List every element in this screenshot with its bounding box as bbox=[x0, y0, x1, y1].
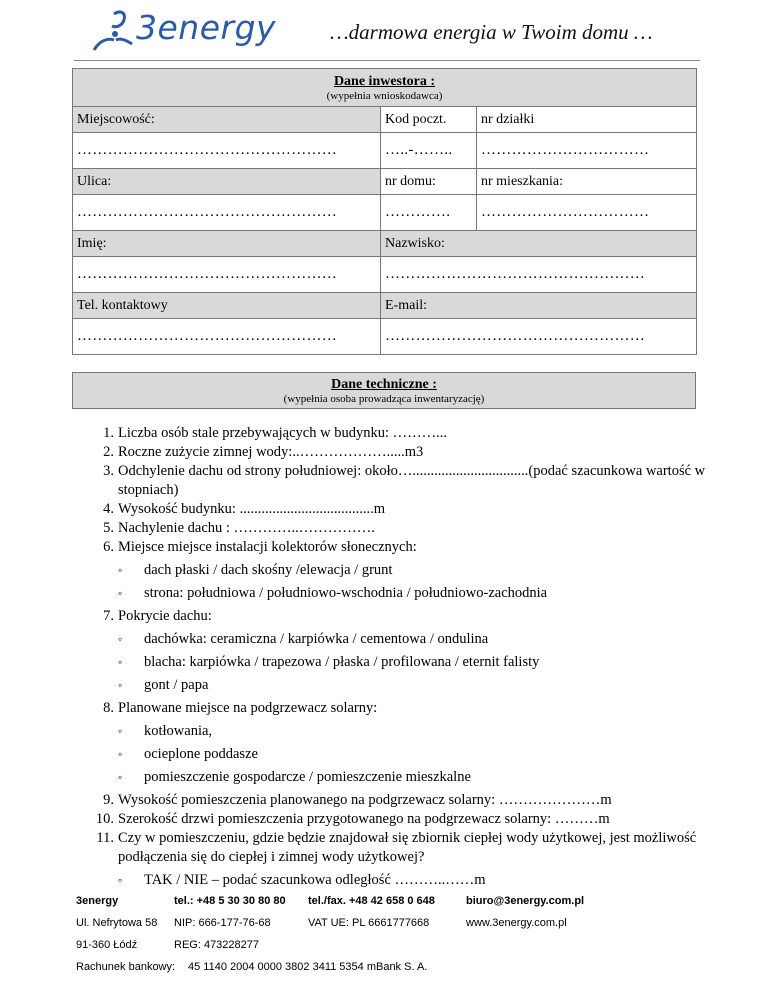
house-label: nr domu: bbox=[381, 169, 477, 195]
footer-email[interactable]: biuro@3energy.com.pl bbox=[466, 895, 585, 907]
sub-item: ◦ pomieszczenie gospodarcze / pomieszczenie mieszkalne bbox=[118, 769, 471, 785]
list-item: 2. Roczne zużycie zimnej wody:..……………….....m3 bbox=[103, 444, 424, 460]
apartment-field[interactable]: …………………………… bbox=[477, 195, 697, 231]
first-name-field[interactable]: …………………………………………… bbox=[73, 257, 381, 293]
footer-vat: VAT UE: PL 6661777668 bbox=[308, 917, 430, 929]
email-field[interactable]: …………………………………………… bbox=[381, 319, 697, 355]
technical-table bbox=[72, 372, 696, 409]
sub-item: ◦ gont / papa bbox=[118, 677, 209, 693]
sub-item: ◦ strona: południowa / południowo-wschodnia / południowo-zachodnia bbox=[118, 585, 548, 601]
plot-field[interactable]: …………………………… bbox=[477, 133, 697, 169]
bullet-icon: ◦ bbox=[118, 873, 123, 887]
list-item: 9. Wysokość pomieszczenia planowanego na podgrzewacz solarny: …………………m bbox=[103, 792, 612, 808]
city-label: Miejscowość: bbox=[73, 107, 381, 133]
footer-tel: tel.: +48 5 30 30 80 80 bbox=[174, 895, 286, 907]
bullet-icon: ◦ bbox=[118, 563, 123, 577]
last-name-field[interactable]: …………………………………………… bbox=[381, 257, 697, 293]
street-field[interactable]: …………………………………………… bbox=[73, 195, 381, 231]
list-item: 1. Liczba osób stale przebywających w budynku: ………... bbox=[103, 425, 447, 441]
bullet-icon: ◦ bbox=[118, 747, 123, 761]
postal-label: Kod poczt. bbox=[381, 107, 477, 133]
bullet-icon: ◦ bbox=[118, 655, 123, 669]
list-item: 3. Odchylenie dachu od strony południowej: około…................................(podać szacunkowa wartość w stopniach) bbox=[103, 463, 706, 498]
footer-city: 91-360 Łódź bbox=[76, 939, 138, 951]
apartment-label: nr mieszkania: bbox=[477, 169, 697, 195]
investor-table bbox=[72, 68, 697, 355]
technical-header bbox=[73, 373, 696, 409]
tagline: …darmowa energia w Twoim domu … bbox=[330, 20, 653, 44]
list-item: 10. Szerokość drzwi pomieszczenia przygotowanego na podgrzewacz solarny: ………m bbox=[95, 811, 610, 827]
list-item: 11. Czy w pomieszczeniu, gdzie będzie znajdował się zbiornik ciepłej wody użytkowej, jest możliwość podłączenia się do ciepłej i zimnej wody użytkowej? bbox=[96, 830, 697, 865]
footer-nip: NIP: 666-177-76-68 bbox=[174, 917, 271, 929]
plot-label: nr działki bbox=[477, 107, 697, 133]
investor-header bbox=[73, 69, 697, 107]
footer-fax: tel./fax. +48 42 658 0 648 bbox=[308, 895, 435, 907]
bullet-icon: ◦ bbox=[118, 586, 123, 600]
sub-item: ◦ ocieplone poddasze bbox=[118, 746, 258, 762]
footer-regon: REG: 473228277 bbox=[174, 939, 260, 951]
footer-company: 3energy bbox=[76, 895, 119, 907]
footer-street: Ul. Nefrytowa 58 bbox=[76, 917, 158, 929]
sub-item: ◦ TAK / NIE – podać szacunkowa odległość ………..……m bbox=[118, 872, 486, 888]
postal-field[interactable]: …..-…….. bbox=[381, 133, 477, 169]
last-name-label: Nazwisko: bbox=[381, 231, 697, 257]
footer-www[interactable]: www.3energy.com.pl bbox=[466, 917, 567, 929]
technical-title: Dane techniczne : bbox=[331, 376, 437, 392]
footer-bank-label: Rachunek bankowy: bbox=[76, 961, 176, 973]
investor-subtitle: (wypełnia wnioskodawca) bbox=[326, 89, 443, 102]
list-item: 8. Planowane miejsce na podgrzewacz solarny: bbox=[103, 700, 378, 716]
sub-item: ◦ blacha: karpiówka / trapezowa / płaska / profilowana / eternit falisty bbox=[118, 654, 540, 670]
technical-subtitle: (wypełnia osoba prowadząca inwentaryzację) bbox=[283, 392, 485, 405]
investor-title: Dane inwestora : bbox=[333, 73, 436, 89]
bullet-icon: ◦ bbox=[118, 678, 123, 692]
footer bbox=[76, 895, 706, 983]
list-item: 6. Miejsce miejsce instalacji kolektorów słonecznych: bbox=[103, 539, 417, 555]
street-label: Ulica: bbox=[73, 169, 381, 195]
email-label: E-mail: bbox=[381, 293, 697, 319]
sub-item: ◦ dachówka: ceramiczna / karpiówka / cementowa / ondulina bbox=[118, 631, 489, 647]
list-item: 5. Nachylenie dachu : …………..……………. bbox=[103, 520, 375, 536]
sub-item: ◦ kotłowania, bbox=[118, 723, 213, 739]
bullet-icon: ◦ bbox=[118, 770, 123, 784]
phone-field[interactable]: …………………………………………… bbox=[73, 319, 381, 355]
bullet-icon: ◦ bbox=[118, 632, 123, 646]
first-name-label: Imię: bbox=[73, 231, 381, 257]
header-divider bbox=[74, 60, 700, 61]
footer-bank-value: 45 1140 2004 0000 3802 3411 5354 mBank S. A. bbox=[188, 961, 428, 973]
house-field[interactable]: …………. bbox=[381, 195, 477, 231]
phone-label: Tel. kontaktowy bbox=[73, 293, 381, 319]
brand-name: 3energy bbox=[136, 8, 277, 47]
bullet-icon: ◦ bbox=[118, 724, 123, 738]
list-item: 7. Pokrycie dachu: bbox=[103, 608, 212, 624]
technical-list bbox=[96, 424, 716, 894]
sub-item: ◦ dach płaski / dach skośny /elewacja / grunt bbox=[118, 562, 393, 578]
city-field[interactable]: …………………………………………… bbox=[73, 133, 381, 169]
list-item: 4. Wysokość budynku: .....................................m bbox=[103, 501, 385, 517]
